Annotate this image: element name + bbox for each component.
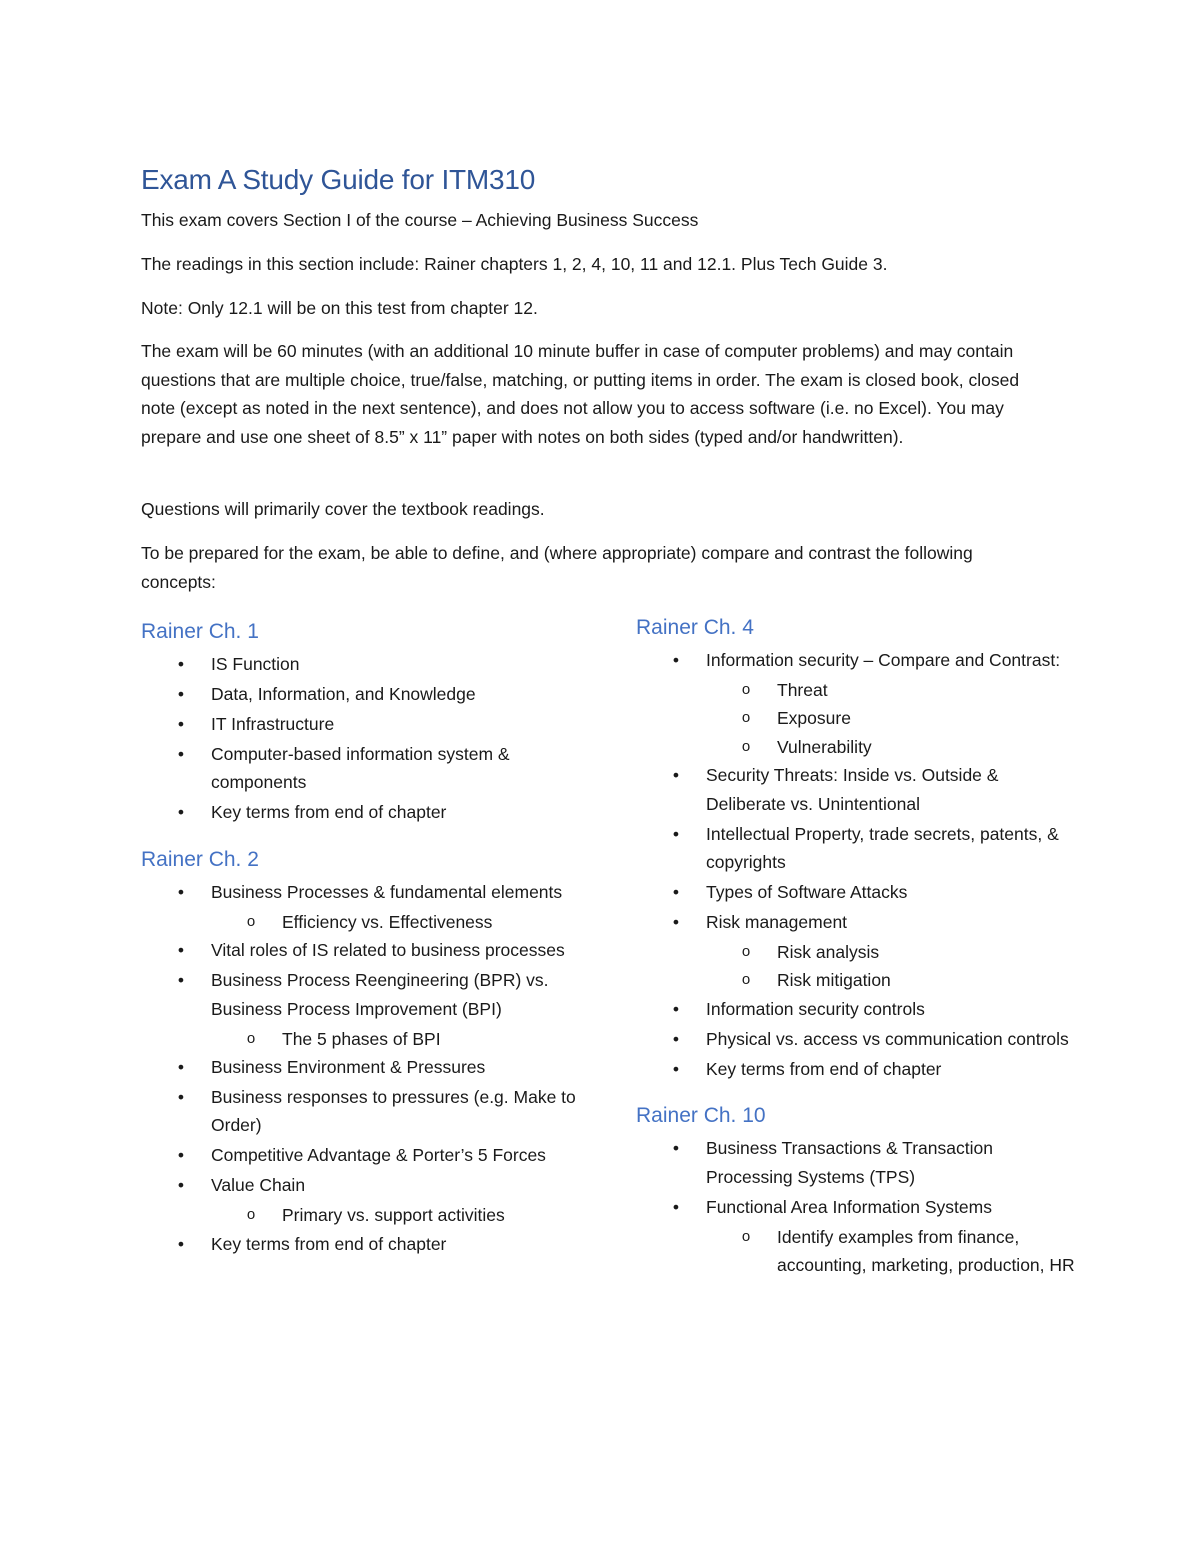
- list-item: • Physical vs. access vs communication controls: [636, 1025, 1076, 1053]
- sub-list-item: o Efficiency vs. Effectiveness: [141, 908, 581, 936]
- bullet-icon: •: [177, 1233, 185, 1254]
- right-column: [636, 610, 1076, 1294]
- section-heading: Rainer Ch. 4: [636, 616, 754, 639]
- sub-list-item: o Identify examples from finance, accounting, marketing, production, HR: [636, 1223, 1076, 1280]
- list-item: • Functional Area Information Systems: [636, 1193, 1076, 1221]
- bullet-list: [636, 646, 1076, 1083]
- list-item: • IS Function: [141, 650, 581, 678]
- sub-list-item: o Exposure: [636, 704, 1076, 732]
- sub-bullet-icon: o: [246, 912, 256, 930]
- sub-list-item: o The 5 phases of BPI: [141, 1025, 581, 1053]
- section-ch2: [141, 842, 581, 1258]
- bullet-icon: •: [672, 1138, 680, 1159]
- sub-list-item: o Risk analysis: [636, 938, 1076, 966]
- bullet-icon: •: [672, 882, 680, 903]
- list-item: • Value Chain: [141, 1171, 581, 1199]
- bullet-icon: •: [672, 765, 680, 786]
- list-item: • Business Environment & Pressures: [141, 1053, 581, 1081]
- sub-list-item: o Vulnerability: [636, 733, 1076, 761]
- sub-bullet-icon: o: [246, 1029, 256, 1047]
- bullet-list: [141, 650, 581, 827]
- sub-list-item: o Threat: [636, 676, 1076, 704]
- bullet-list: [141, 878, 581, 1258]
- section-ch1: [141, 614, 581, 827]
- bullet-icon: •: [672, 998, 680, 1019]
- sub-bullet-icon: o: [246, 1206, 256, 1224]
- bullet-icon: •: [672, 1196, 680, 1217]
- bullet-icon: •: [177, 714, 185, 734]
- intro-paragraph-2: The readings in this section include: Rainer chapters 1, 2, 4, 10, 11 and 12.1. Plus Tech Guide 3.: [141, 254, 888, 274]
- sub-bullet-icon: o: [741, 1227, 751, 1245]
- list-item: • Business Processes & fundamental elements: [141, 878, 581, 906]
- list-item: • Competitive Advantage & Porter’s 5 Forces: [141, 1141, 581, 1169]
- bullet-list: [636, 1134, 1076, 1279]
- intro-paragraph-1: This exam covers Section I of the course – Achieving Business Success: [141, 210, 699, 230]
- intro-paragraph-6: To be prepared for the exam, be able to define, and (where appropriate) compare and contrast the following concepts:: [141, 543, 973, 592]
- bullet-icon: •: [177, 1175, 185, 1196]
- intro-paragraph-3: Note: Only 12.1 will be on this test from chapter 12.: [141, 298, 538, 318]
- bullet-icon: •: [177, 654, 185, 674]
- bullet-icon: •: [177, 1057, 185, 1078]
- sub-bullet-icon: o: [741, 709, 751, 727]
- list-item: • Information security controls: [636, 995, 1076, 1023]
- bullet-icon: •: [672, 1028, 680, 1049]
- bullet-icon: •: [177, 684, 185, 704]
- bullet-icon: •: [177, 881, 185, 902]
- list-item: • Business Process Reengineering (BPR) vs. Business Process Improvement (BPI): [141, 966, 581, 1023]
- section-ch10: [636, 1098, 1076, 1279]
- list-item: • Key terms from end of chapter: [141, 1230, 581, 1258]
- list-item: • Types of Software Attacks: [636, 878, 1076, 906]
- sub-bullet-icon: o: [741, 971, 751, 989]
- list-item: • Vital roles of IS related to business processes: [141, 936, 581, 964]
- bullet-icon: •: [672, 912, 680, 933]
- bullet-icon: •: [177, 744, 185, 764]
- bullet-icon: •: [177, 970, 185, 991]
- sub-list-item: o Primary vs. support activities: [141, 1201, 581, 1229]
- bullet-icon: •: [672, 650, 680, 670]
- list-item: • IT Infrastructure: [141, 710, 581, 738]
- sub-bullet-icon: o: [741, 681, 751, 698]
- list-item: • Information security – Compare and Contrast:: [636, 646, 1076, 674]
- section-heading: Rainer Ch. 1: [141, 620, 259, 643]
- intro-paragraph-5: Questions will primarily cover the textbook readings.: [141, 499, 545, 519]
- list-item: • Business Transactions & Transaction Processing Systems (TPS): [636, 1134, 1076, 1191]
- list-item: • Key terms from end of chapter: [636, 1055, 1076, 1083]
- bullet-icon: •: [177, 940, 185, 961]
- bullet-icon: •: [177, 1087, 185, 1108]
- bullet-icon: •: [177, 1145, 185, 1166]
- sub-list-item: o Risk mitigation: [636, 966, 1076, 994]
- section-ch4: [636, 610, 1076, 1083]
- section-heading: Rainer Ch. 2: [141, 847, 259, 871]
- list-item: • Computer-based information system & components: [141, 740, 581, 797]
- section-heading: Rainer Ch. 10: [636, 1104, 766, 1128]
- list-item: • Risk management: [636, 908, 1076, 936]
- bullet-icon: •: [177, 802, 185, 823]
- list-item: • Key terms from end of chapter: [141, 798, 581, 826]
- bullet-icon: •: [672, 1058, 680, 1079]
- list-item: • Data, Information, and Knowledge: [141, 680, 581, 708]
- left-column: [141, 614, 581, 1273]
- sub-bullet-icon: o: [741, 737, 751, 755]
- sub-bullet-icon: o: [741, 943, 751, 961]
- exam-details-paragraph: The exam will be 60 minutes (with an additional 10 minute buffer in case of computer problems) and may contain questions that are multiple choice, true/false, matching, or putting items in order. The exam is closed book, closed note (except as noted in the next sentence), and does not allow you to access software (i.e. no Excel). You may prepare and use one sheet of 8.5” x 11” paper with notes on both sides (typed and/or handwritten).: [141, 341, 1020, 448]
- bullet-icon: •: [672, 823, 680, 844]
- list-item: • Security Threats: Inside vs. Outside & Deliberate vs. Unintentional: [636, 761, 1076, 818]
- document-title: Exam A Study Guide for ITM310: [141, 164, 536, 195]
- list-item: • Intellectual Property, trade secrets, patents, & copyrights: [636, 820, 1076, 877]
- list-item: • Business responses to pressures (e.g. Make to Order): [141, 1083, 581, 1140]
